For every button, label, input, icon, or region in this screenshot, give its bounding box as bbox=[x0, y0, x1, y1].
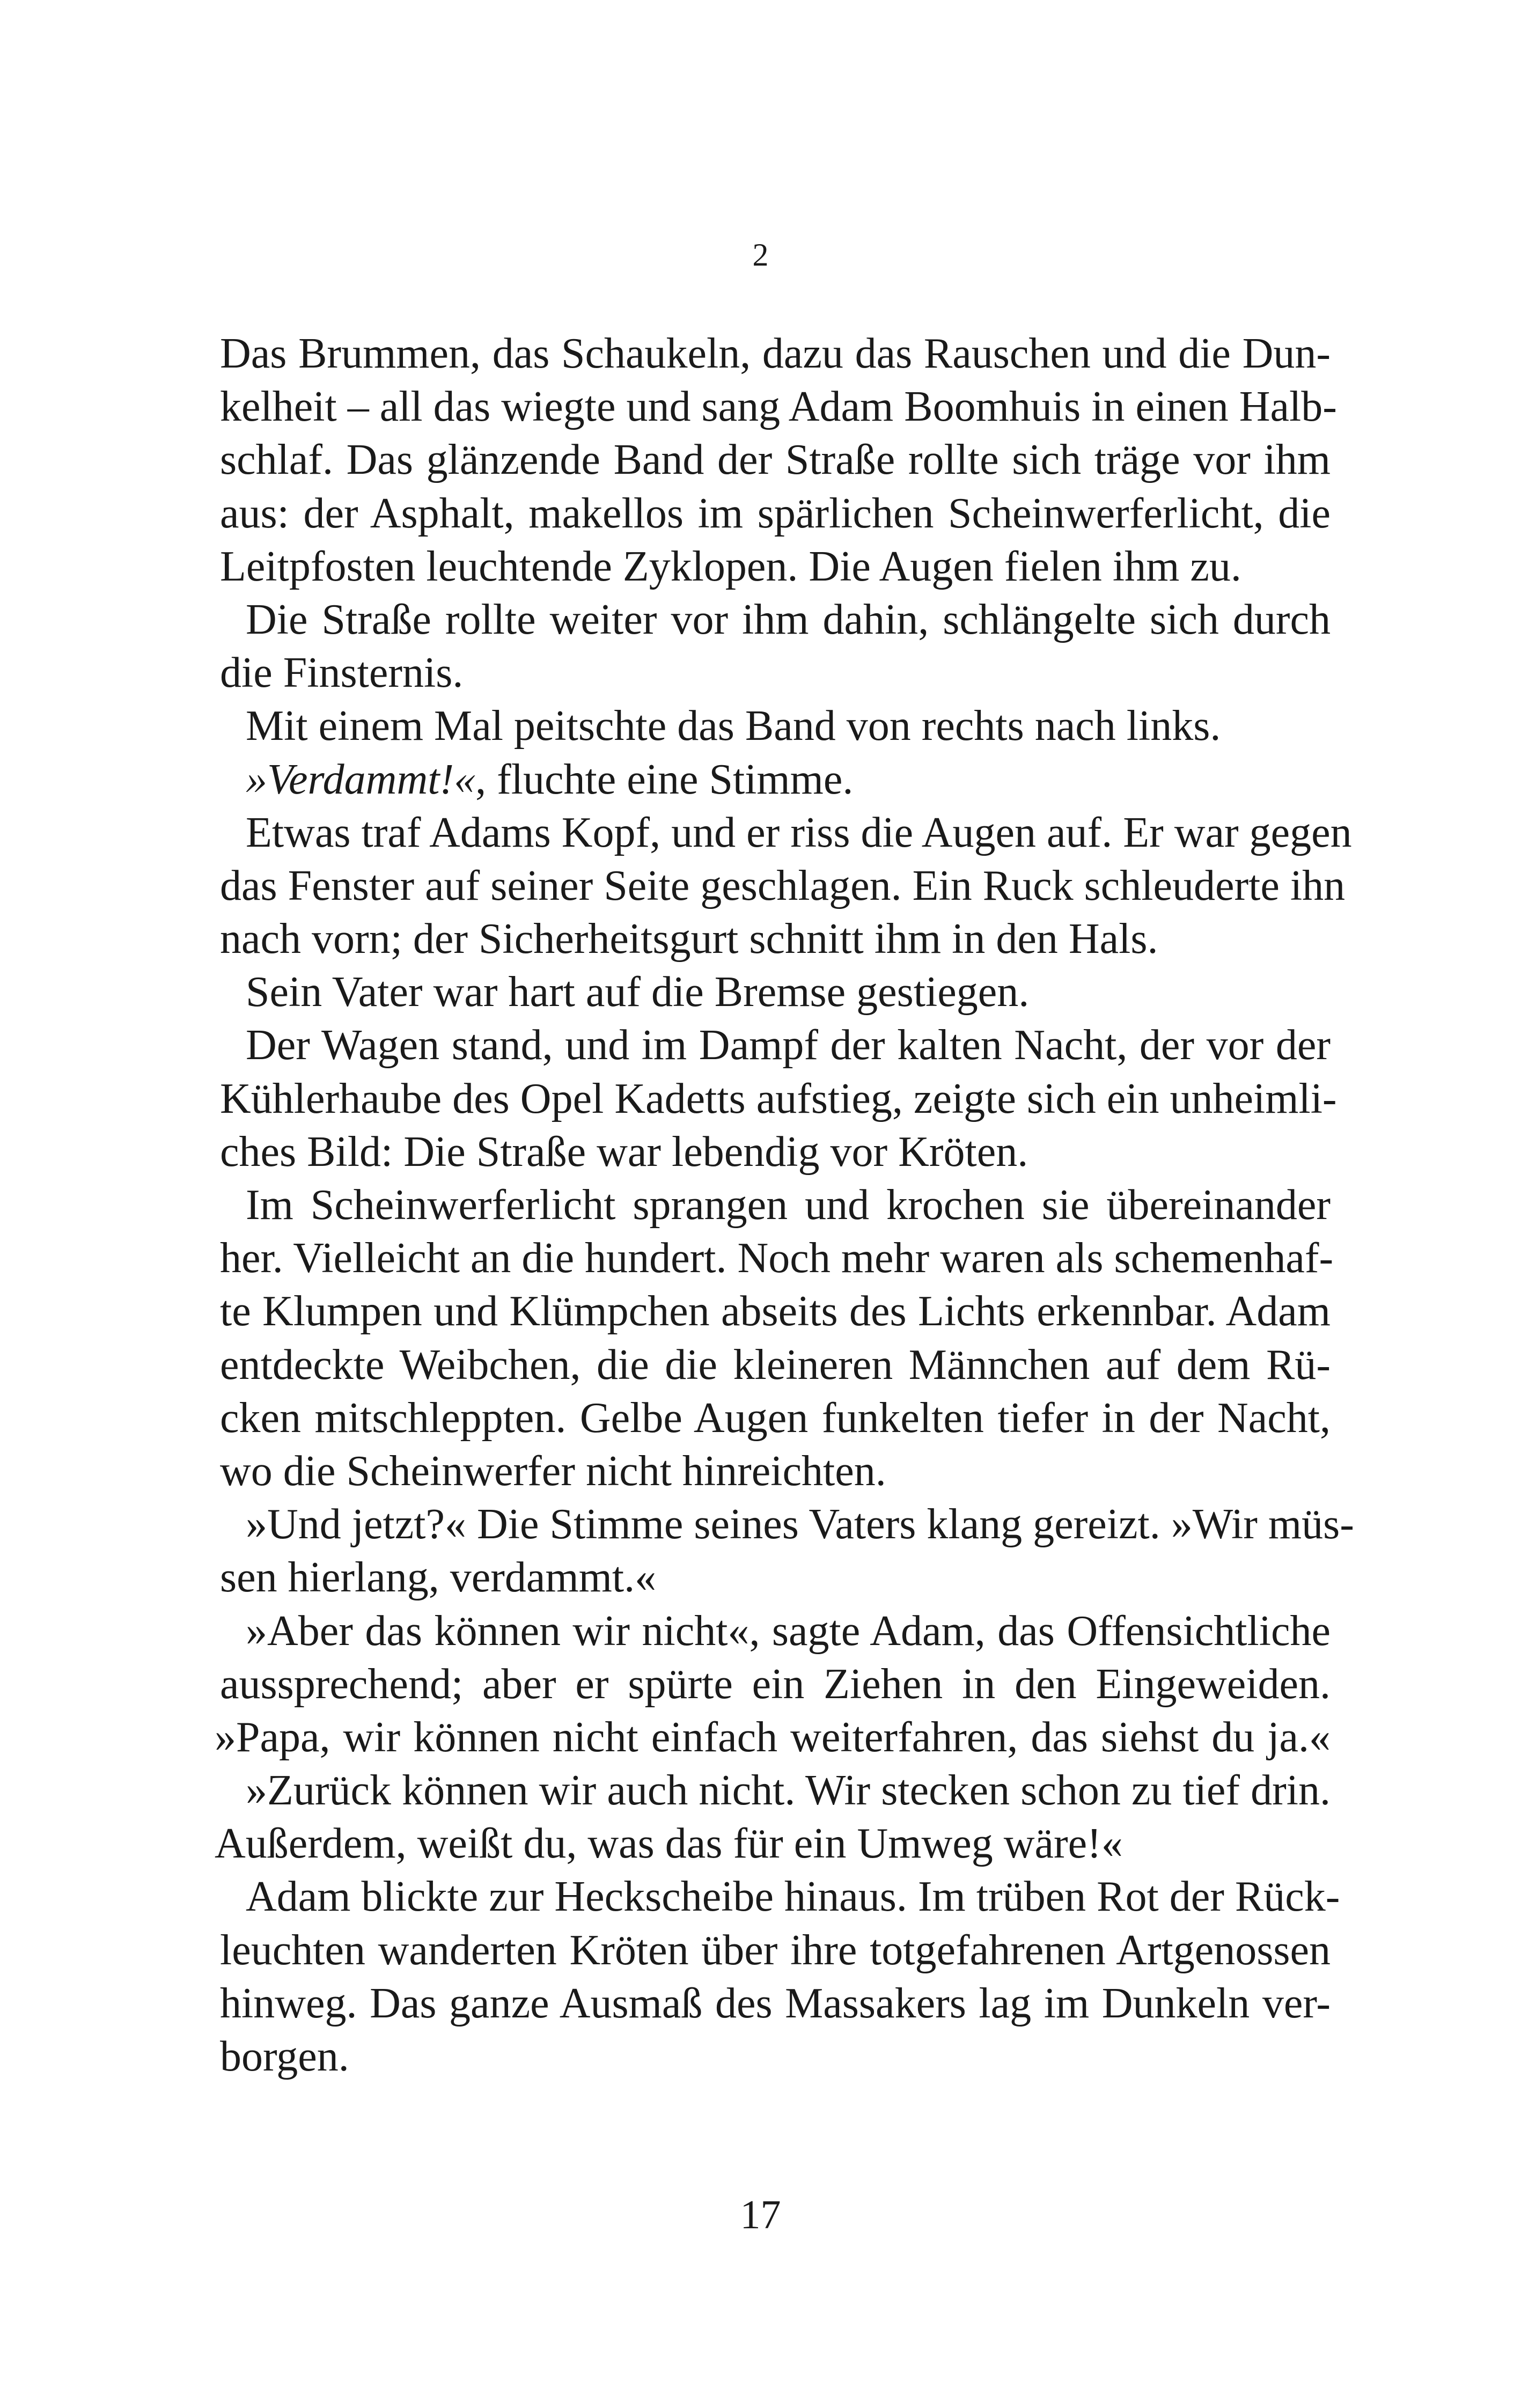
text-line: Der Wagen stand, und im Dampf der kalten Nacht, der vor der bbox=[246, 1022, 1331, 1069]
text-line: Das Brummen, das Schaukeln, dazu das Rauschen und die Dun- bbox=[220, 330, 1331, 377]
text-line: Im Scheinwerferlicht sprangen und krochen sie übereinander bbox=[246, 1181, 1331, 1229]
text-line: Kühlerhaube des Opel Kadetts aufstieg, zeigte sich ein unheimli- bbox=[220, 1075, 1337, 1122]
text-line: kelheit – all das wiegte und sang Adam Boomhuis in einen Halb- bbox=[220, 383, 1337, 431]
text-line: Etwas traf Adams Kopf, und er riss die Augen auf. Er war gegen bbox=[246, 809, 1352, 856]
text-line: Leitpfosten leuchtende Zyklopen. Die Augen fielen ihm zu. bbox=[220, 542, 1241, 590]
text-line: Die Straße rollte weiter vor ihm dahin, schlängelte sich durch bbox=[246, 596, 1331, 643]
text-line: te Klumpen und Klümpchen abseits des Lichts erkennbar. Adam bbox=[220, 1288, 1331, 1335]
text-line: borgen. bbox=[220, 2033, 349, 2080]
text-line: »Aber das können wir nicht«, sagte Adam, das Offensichtliche bbox=[246, 1607, 1331, 1655]
text-line: aus: der Asphalt, makellos im spärlichen Scheinwerferlicht, die bbox=[220, 489, 1331, 537]
text-line: nach vorn; der Sicherheitsgurt schnitt ihm in den Hals. bbox=[220, 915, 1158, 963]
line-rest: , fluchte eine Stimme. bbox=[475, 755, 854, 803]
text-line: ches Bild: Die Straße war lebendig vor Kröten. bbox=[220, 1128, 1028, 1176]
text-line: »Und jetzt?« Die Stimme seines Vaters klang gereizt. »Wir müs- bbox=[246, 1501, 1354, 1548]
italic-exclamation: »Verdammt!« bbox=[246, 755, 476, 803]
text-line: Sein Vater war hart auf die Bremse gestiegen. bbox=[246, 968, 1030, 1016]
text-line: leuchten wanderten Kröten über ihre totgefahrenen Artgenossen bbox=[220, 1926, 1331, 1974]
page-number: 17 bbox=[740, 2192, 781, 2237]
text-line: wo die Scheinwerfer nicht hinreichten. bbox=[220, 1447, 886, 1495]
text-line: hinweg. Das ganze Ausmaß des Massakers lag im Dunkeln ver- bbox=[220, 1979, 1331, 2027]
text-line: »Papa, wir können nicht einfach weiterfahren, das siehst du ja.« bbox=[215, 1713, 1331, 1761]
text-line: das Fenster auf seiner Seite geschlagen. Ein Ruck schleuderte ihn bbox=[220, 862, 1346, 909]
text-line: her. Vielleicht an die hundert. Noch mehr waren als schemenhaf- bbox=[220, 1235, 1334, 1282]
chapter-number: 2 bbox=[752, 237, 769, 273]
text-line bbox=[220, 753, 1331, 806]
text-line: die Finsternis. bbox=[220, 649, 464, 697]
text-line: »Zurück können wir auch nicht. Wir stecken schon zu tief drin. bbox=[246, 1767, 1331, 1815]
text-line: sen hierlang, verdammt.« bbox=[220, 1554, 657, 1602]
text-line: schlaf. Das glänzende Band der Straße rollte sich träge vor ihm bbox=[220, 436, 1331, 484]
text-line: Adam blickte zur Heckscheibe hinaus. Im trüben Rot der Rück- bbox=[246, 1873, 1340, 1921]
text-line: aussprechend; aber er spürte ein Ziehen in den Eingeweiden. bbox=[220, 1660, 1331, 1708]
text-line: Mit einem Mal peitschte das Band von rechts nach links. bbox=[246, 702, 1221, 750]
text-line: entdeckte Weibchen, die die kleineren Männchen auf dem Rü- bbox=[220, 1341, 1331, 1389]
text-line: Außerdem, weißt du, was das für ein Umweg wäre!« bbox=[215, 1820, 1123, 1868]
text-line: cken mitschleppten. Gelbe Augen funkelten tiefer in der Nacht, bbox=[220, 1394, 1331, 1442]
body-text bbox=[215, 327, 1354, 2083]
